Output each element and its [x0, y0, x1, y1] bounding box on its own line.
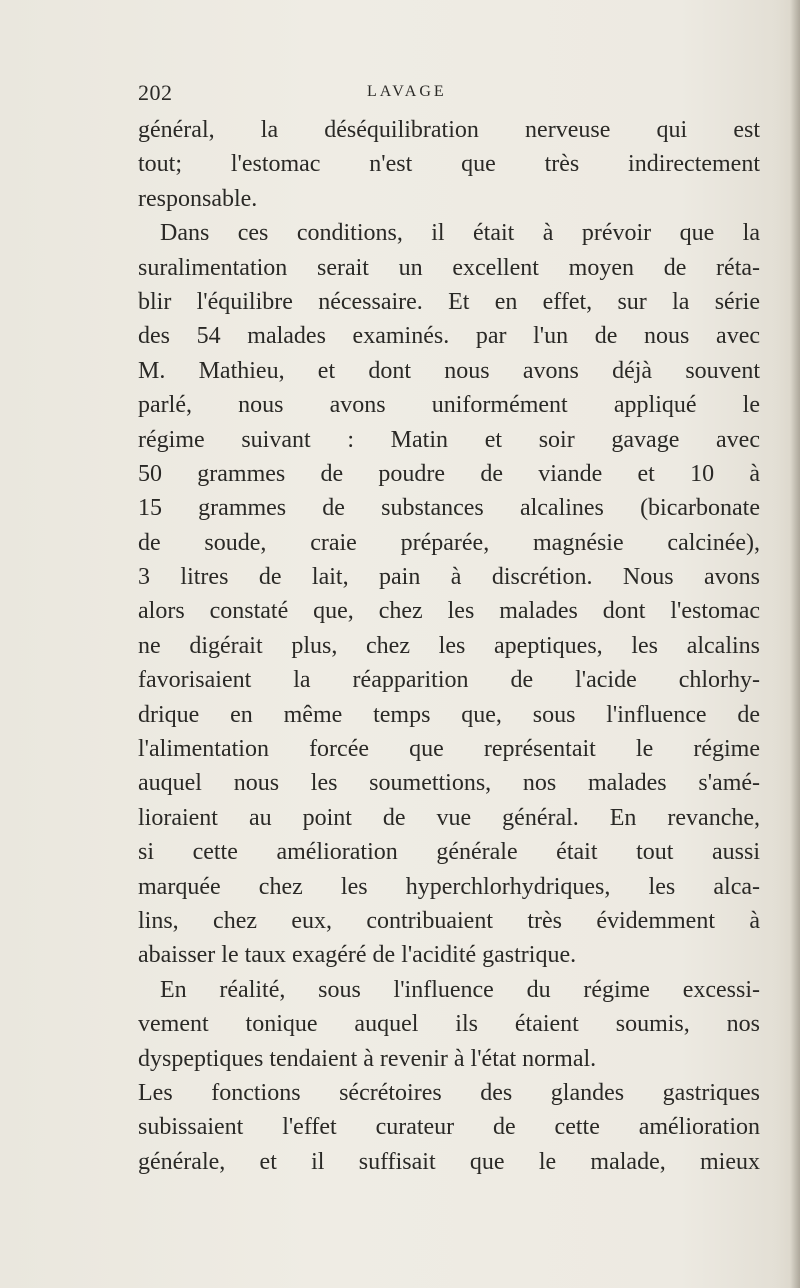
- text-line: régime suivant : Matin et soir gavage avec: [138, 426, 760, 453]
- text-line: générale, et il suffisait que le malade, mieux: [138, 1148, 760, 1175]
- text-line: favorisaient la réapparition de l'acide chlorhy-: [138, 667, 760, 694]
- text-line: parlé, nous avons uniformément appliqué le: [138, 392, 760, 419]
- text-line: lins, chez eux, contribuaient très évidemment à: [138, 907, 760, 934]
- text-line: drique en même temps que, sous l'influence de: [138, 701, 760, 728]
- text-line: des 54 malades examinés. par l'un de nous avec: [138, 323, 760, 350]
- running-head: LAVAGE: [367, 83, 447, 100]
- text-line: lioraient au point de vue général. En revanche,: [138, 804, 760, 831]
- text-line: de soude, craie préparée, magnésie calcinée),: [138, 529, 760, 556]
- text-line: général, la déséquilibration nerveuse qui est: [138, 117, 760, 143]
- text-line: En réalité, sous l'influence du régime excessi-: [160, 976, 760, 1003]
- text-line: M. Mathieu, et dont nous avons déjà souvent: [138, 357, 760, 384]
- text-line: vement tonique auquel ils étaient soumis, nos: [138, 1011, 760, 1038]
- text-line: subissaient l'effet curateur de cette amélioration: [138, 1114, 760, 1141]
- text-line: suralimentation serait un excellent moyen de réta-: [138, 254, 760, 281]
- text-line: auquel nous les soumettions, nos malades s'amé-: [138, 770, 760, 797]
- page-number: 202: [138, 80, 173, 105]
- page-header: [138, 80, 698, 106]
- text-line: tout; l'estomac n'est que très indirectement: [138, 151, 760, 178]
- text-line: marquée chez les hyperchlorhydriques, les alca-: [138, 873, 760, 900]
- text-line: Les fonctions sécrétoires des glandes gastriques: [138, 1079, 760, 1106]
- text-line: blir l'équilibre nécessaire. Et en effet, sur la série: [138, 288, 760, 315]
- text-line: l'alimentation forcée que représentait le régime: [138, 736, 760, 763]
- text-line: responsable.: [138, 185, 258, 212]
- text-line: dyspeptiques tendaient à revenir à l'état normal.: [138, 1045, 597, 1072]
- text-line: Dans ces conditions, il était à prévoir que la: [160, 220, 760, 247]
- text-line: abaisser le taux exagéré de l'acidité gastrique.: [138, 942, 577, 969]
- text-line: si cette amélioration générale était tout aussi: [138, 839, 760, 866]
- text-line: alors constaté que, chez les malades dont l'estomac: [138, 598, 760, 625]
- page-edge-shadow: [790, 0, 800, 1288]
- body-text: [138, 113, 760, 1179]
- text-line: ne digérait plus, chez les apeptiques, les alcalins: [138, 632, 760, 659]
- text-line: 50 grammes de poudre de viande et 10 à: [138, 460, 760, 487]
- text-line: 15 grammes de substances alcalines (bicarbonate: [138, 495, 760, 522]
- text-line: 3 litres de lait, pain à discrétion. Nous avons: [138, 564, 760, 591]
